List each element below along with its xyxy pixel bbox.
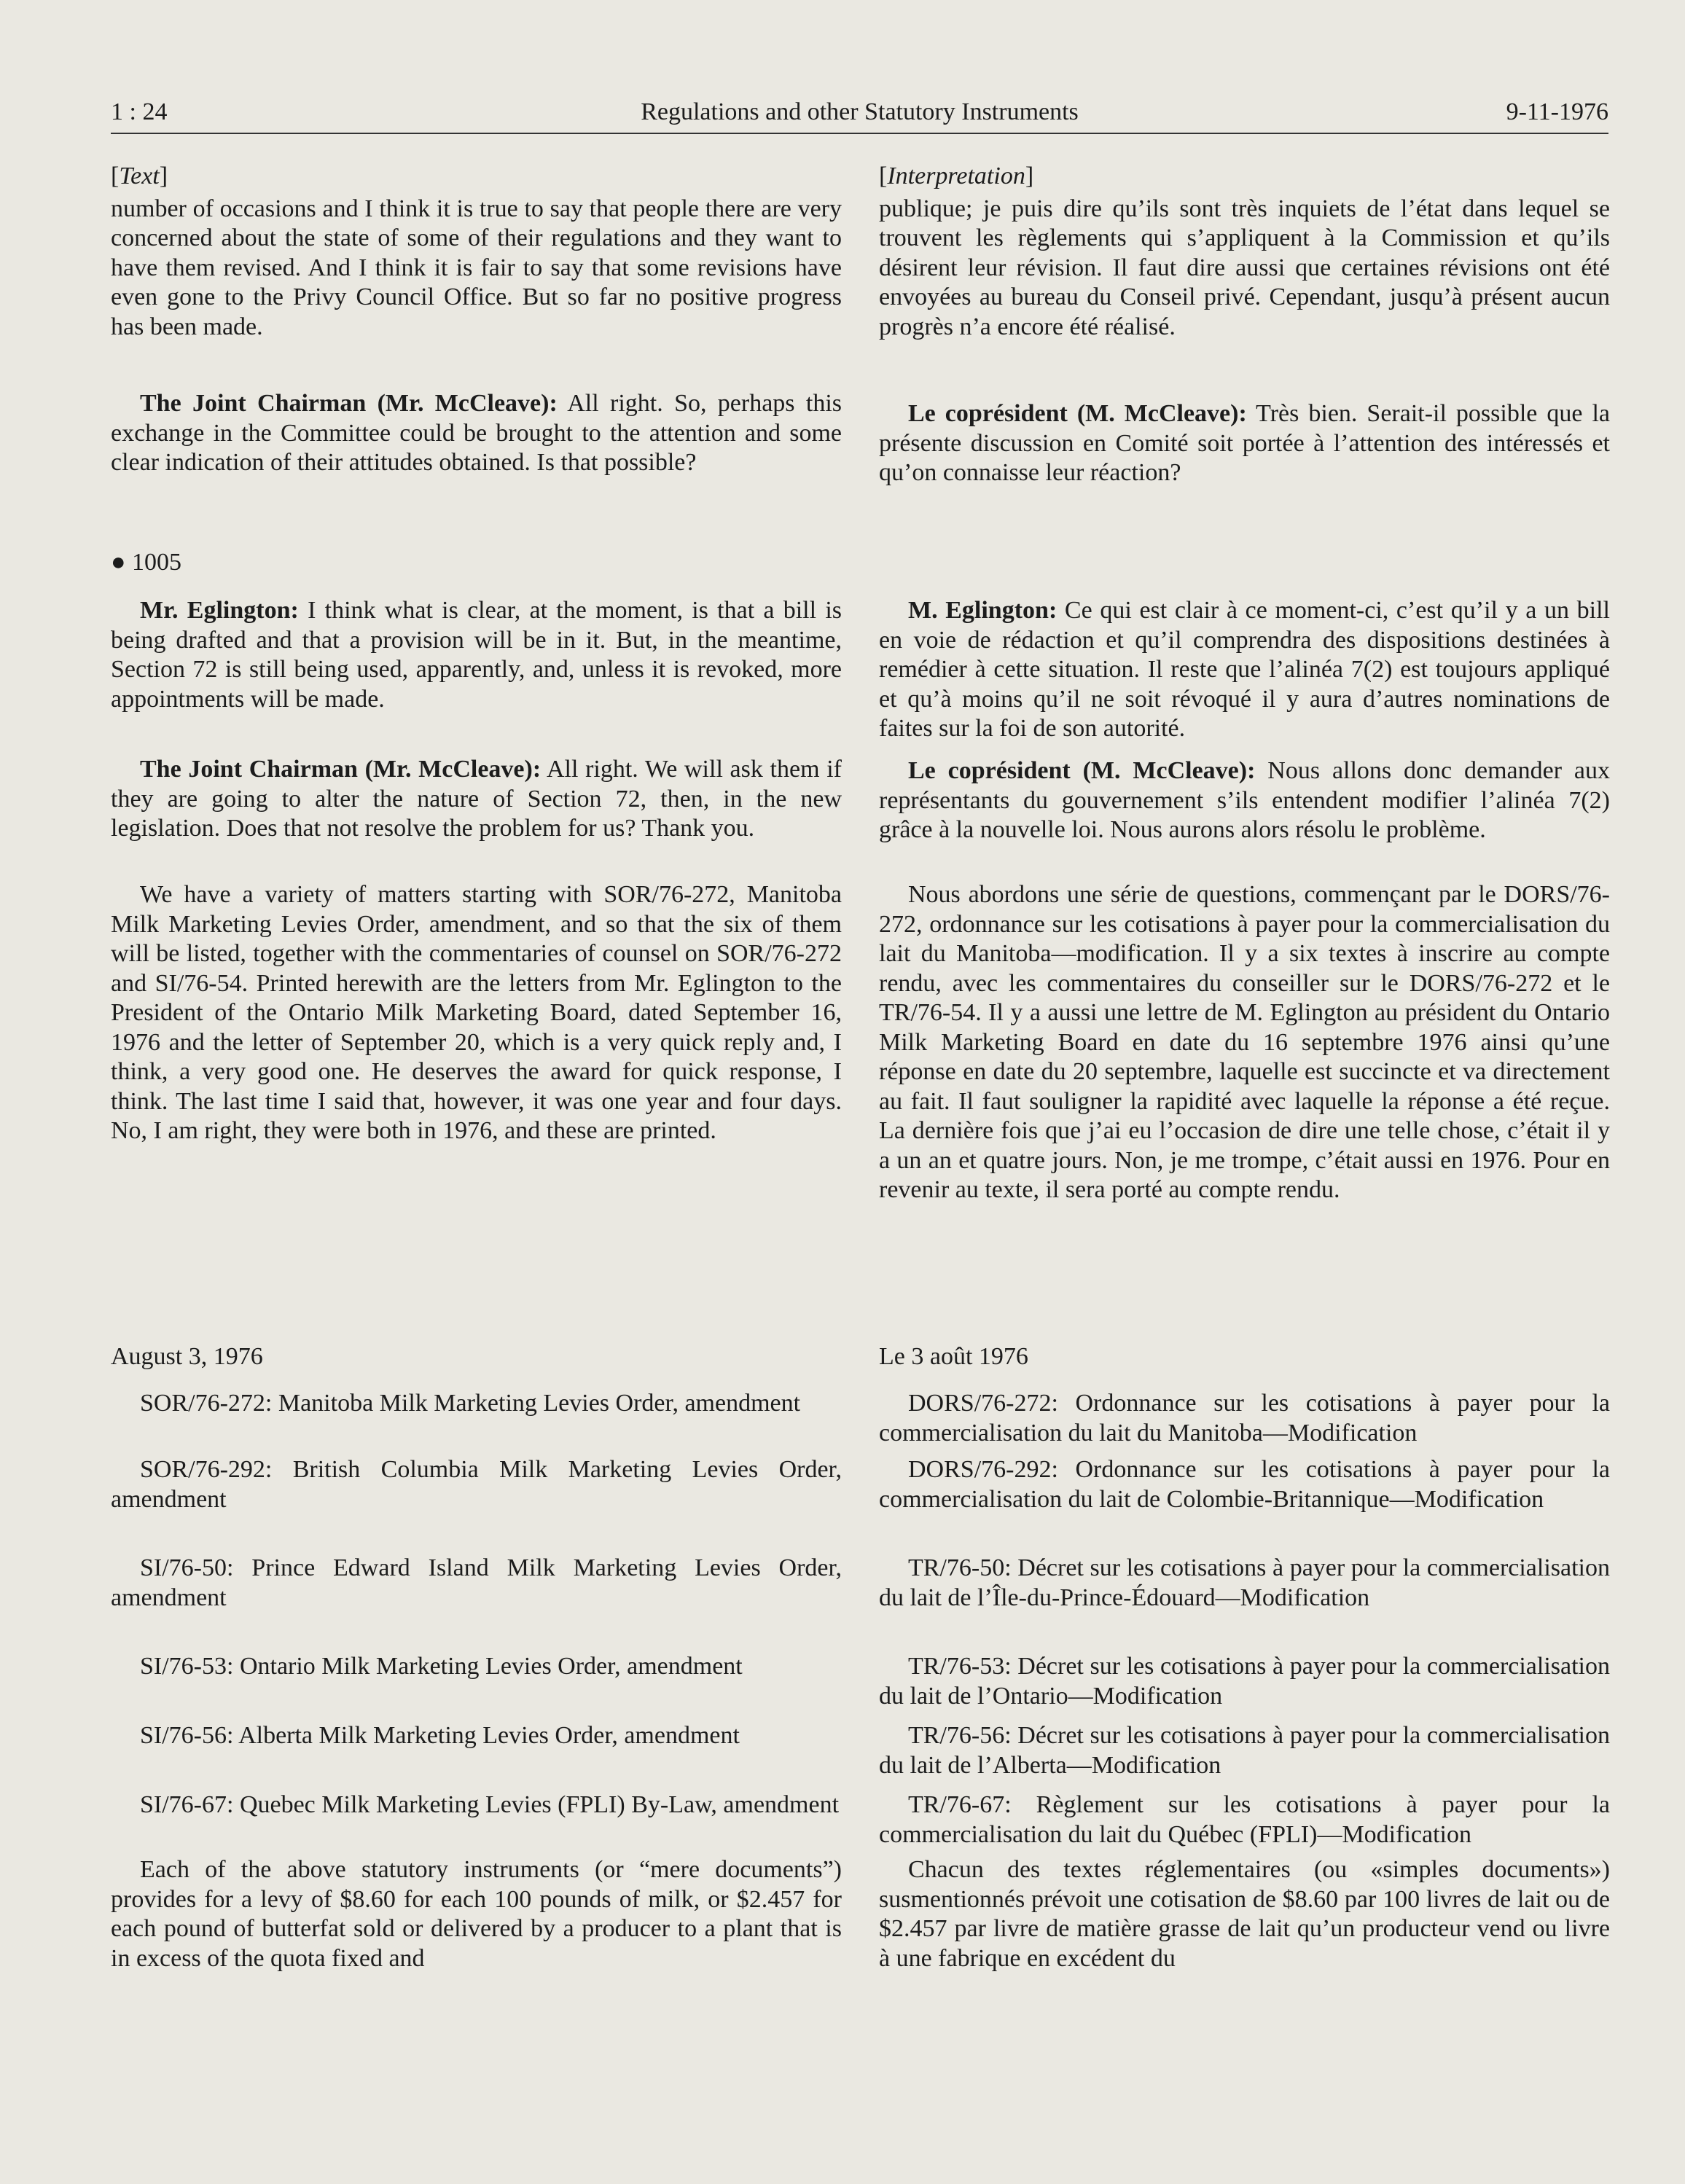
paragraph: Le coprésident (M. McCleave): Nous allons donc demander aux représentants du gouvernement s’ils entendent modifier l’alinéa 7(2) grâce à la nouvelle loi. Nous aurons alors résolu le problème. bbox=[879, 757, 1610, 843]
list-item: DORS/76-272: Ordonnance sur les cotisations à payer pour la commercialisation du lait du Manitoba—Modification bbox=[879, 1390, 1610, 1447]
date-line: Le 3 août 1976 bbox=[879, 1343, 1028, 1370]
paragraph: Nous abordons une série de questions, commençant par le DORS/76-272, ordonnance sur les cotisations à payer pour la commercialisation du lait du Manitoba—modification. Il y a six textes à inscrire au compte rendu, avec les commentaires du conseiller sur le DORS/76-272 et le TR/76-54. Il y a aussi une lettre de M. Eglington au président du Ontario Milk Marketing Board en date du 16 septembre 1976 ainsi qu’une réponse en date du 20 septembre, laquelle est succincte et va directement au fait. Il faut souligner la rapidité avec laquelle la réponse a été reçue. La dernière fois que j’ai eu l’occasion de dire une telle chose, c’était il y a un an et quatre jours. Non, je me trompe, c’était aussi en 1976. Pour en revenir au texte, il sera porté au compte rendu. bbox=[879, 881, 1610, 1203]
paragraph: M. Eglington: Ce qui est clair à ce moment-ci, c’est qu’il y a un bill en voie de rédaction et qu’il comprendra des dispositions destinées à remédier à cette situation. Il reste que l’alinéa 7(2) est toujours appliqué et qu’à moins qu’il ne soit révoqué il y aura d’autres nominations de faites sur la foi de son autorité. bbox=[879, 597, 1610, 742]
speaker-name: Le coprésident (M. McCleave): bbox=[908, 400, 1247, 427]
paragraph: Chacun des textes réglementaires (ou «simples documents») susmentionnés prévoit une cotisation de $8.60 par 100 livres de lait ou de $2.457 par livre de matière grasse de lait qu’un producteur vend ou livre à une fabrique en excédent du bbox=[879, 1856, 1610, 1972]
speaker-name: The Joint Chairman (Mr. McCleave): bbox=[140, 390, 558, 417]
paragraph: We have a variety of matters starting with SOR/76-272, Manitoba Milk Marketing Levies Order, amendment, and so that the six of them will be listed, together with the commentaries of counsel on SOR/76-272 and SI/76-54. Printed herewith are the letters from Mr. Eglington to the President of the Ontario Milk Marketing Board, dated September 16, 1976 and the letter of September 20, which is a very quick reply and, I think, a very good one. He deserves the award for quick response, I think. The last time I said that, however, it was one year and four days. No, I am right, they were both in 1976, and these are printed. bbox=[111, 881, 842, 1144]
paragraph: The Joint Chairman (Mr. McCleave): All right. We will ask them if they are going to alter the nature of Section 72, then, in the new legislation. Does that not resolve the problem for us? Thank you. bbox=[111, 756, 842, 842]
list-item: TR/76-67: Règlement sur les cotisations à payer pour la commercialisation du lait du Québec (FPLI)—Modification bbox=[879, 1791, 1610, 1848]
list-item: SI/76-53: Ontario Milk Marketing Levies Order, amendment bbox=[140, 1653, 743, 1680]
list-item: SI/76-56: Alberta Milk Marketing Levies Order, amendment bbox=[140, 1722, 740, 1749]
paragraph: Mr. Eglington: I think what is clear, at the moment, is that a bill is being drafted and that a provision will be in it. But, in the meantime, Section 72 is still being used, apparently, and, unless it is revoked, more appointments will be made. bbox=[111, 597, 842, 713]
date-line: August 3, 1976 bbox=[111, 1343, 263, 1370]
paragraph: publique; je puis dire qu’ils sont très inquiets de l’état dans lequel se trouvent les règlements qui s’appliquent à la Commission et qu’ils désirent leur révision. Il faut dire aussi que certaines révisions ont été envoyées au bureau du Conseil privé. Cependant, jusqu’à présent aucun progrès n’a encore été réalisé. bbox=[879, 195, 1610, 340]
paragraph: The Joint Chairman (Mr. McCleave): All right. So, perhaps this exchange in the Committee could be brought to the attention and some clear indication of their attitudes obtained. Is that possible? bbox=[111, 390, 842, 476]
paragraph: number of occasions and I think it is true to say that people there are very concerned about the state of some of their regulations and they want to have them revised. And I think it is fair to say that some revisions have even gone to the Privy Council Office. But so far no positive progress has been made. bbox=[111, 195, 842, 340]
speaker-name: The Joint Chairman (Mr. McCleave): bbox=[140, 756, 542, 783]
column-label: [Text] bbox=[111, 163, 168, 189]
page-header bbox=[111, 92, 1608, 134]
list-item: DORS/76-292: Ordonnance sur les cotisations à payer pour la commercialisation du lait de Colombie-Britannique—Modification bbox=[879, 1456, 1610, 1513]
running-title: Regulations and other Statutory Instruments bbox=[641, 98, 1079, 125]
paragraph: Le coprésident (M. McCleave): Très bien. Serait-il possible que la présente discussion en Comité soit portée à l’attention des intéressés et qu’on connaisse leur réaction? bbox=[879, 400, 1610, 486]
paragraph: Each of the above statutory instruments (or “mere documents”) provides for a levy of $8.60 for each 100 pounds of milk, or $2.457 for each pound of butterfat sold or delivered by a producer to a plant that is in excess of the quota fixed and bbox=[111, 1856, 842, 1972]
column-label: [Interpretation] bbox=[879, 163, 1034, 189]
speaker-name: M. Eglington: bbox=[908, 597, 1057, 624]
list-item: TR/76-50: Décret sur les cotisations à payer pour la commercialisation du lait de l’Île-du-Prince-Édouard—Modification bbox=[879, 1554, 1610, 1611]
list-item: SOR/76-272: Manitoba Milk Marketing Levies Order, amendment bbox=[140, 1390, 801, 1417]
speaker-name: Mr. Eglington: bbox=[140, 597, 299, 624]
list-item: TR/76-53: Décret sur les cotisations à payer pour la commercialisation du lait de l’Ontario—Modification bbox=[879, 1653, 1610, 1710]
page-number: 1 : 24 bbox=[111, 98, 168, 125]
time-marker: ● 1005 bbox=[111, 549, 182, 576]
speaker-name: Le coprésident (M. McCleave): bbox=[908, 757, 1256, 784]
list-item: SI/76-50: Prince Edward Island Milk Marketing Levies Order, amendment bbox=[111, 1554, 842, 1611]
list-item: TR/76-56: Décret sur les cotisations à payer pour la commercialisation du lait de l’Alberta—Modification bbox=[879, 1722, 1610, 1779]
issue-date: 9-11-1976 bbox=[1506, 98, 1608, 125]
list-item: SOR/76-292: British Columbia Milk Marketing Levies Order, amendment bbox=[111, 1456, 842, 1513]
list-item: SI/76-67: Quebec Milk Marketing Levies (FPLI) By-Law, amendment bbox=[140, 1791, 840, 1818]
